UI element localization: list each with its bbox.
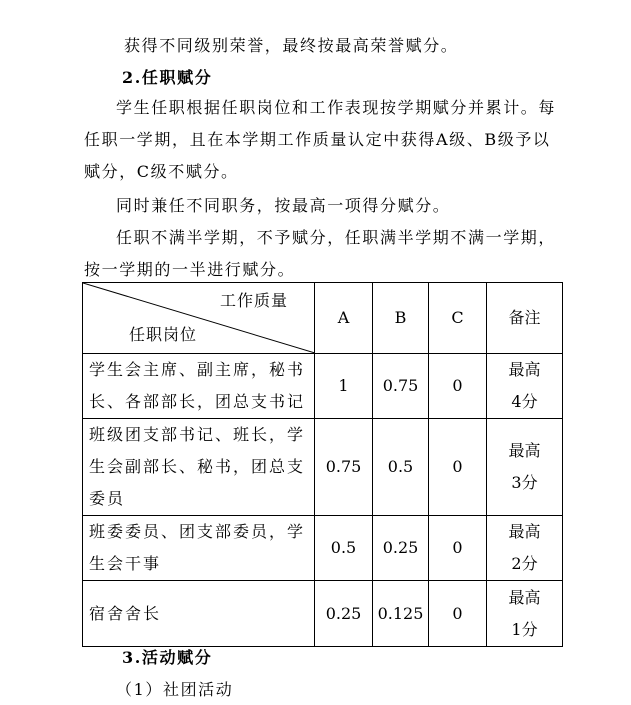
position-text-line: 班委委员、团支部委员，学 — [89, 522, 306, 541]
paragraph-position-rule-line2: 任职一学期，且在本学期工作质量认定中获得A级、B级予以 — [84, 130, 551, 149]
note-cell — [487, 354, 563, 419]
position-text-line: 长、各部部长，团总支书记 — [89, 392, 306, 411]
score-c: 0 — [429, 419, 487, 516]
diagonal-header-cell — [83, 283, 315, 354]
score-c: 0 — [429, 581, 487, 647]
paragraph-half-term-line2: 按一学期的一半进行赋分。 — [84, 260, 296, 279]
table-row — [83, 419, 563, 516]
header-grade-a: A — [315, 283, 373, 354]
score-b: 0.25 — [373, 516, 429, 581]
score-b: 0.75 — [373, 354, 429, 419]
position-text-line: 宿舍舍长 — [89, 603, 162, 623]
table-header-row — [83, 283, 563, 354]
score-b: 0.5 — [373, 419, 429, 516]
score-a: 0.75 — [315, 419, 373, 516]
score-a: 0.25 — [315, 581, 373, 647]
score-c: 0 — [429, 516, 487, 581]
position-score-table — [82, 282, 563, 647]
subheading-club-activity: （1）社团活动 — [116, 680, 234, 699]
header-grade-b: B — [373, 283, 429, 354]
position-text-line: 学生会主席、副主席，秘书 — [89, 360, 306, 379]
note-cell — [487, 516, 563, 581]
position-text-line: 委员 — [89, 489, 126, 508]
paragraph-half-term-line1: 任职不满半学期，不予赋分，任职满半学期不满一学期， — [116, 228, 557, 247]
note-text-line: 最高 — [508, 360, 541, 379]
note-text-line: 2分 — [511, 554, 538, 573]
score-c: 0 — [429, 354, 487, 419]
section-heading-activity-score: 3.活动赋分 — [122, 648, 213, 667]
header-work-quality: 工作质量 — [219, 291, 288, 310]
position-cell — [83, 516, 315, 581]
note-text-line: 3分 — [511, 473, 538, 492]
score-b: 0.125 — [373, 581, 429, 647]
note-text-line: 最高 — [508, 441, 541, 460]
note-text-line: 4分 — [511, 392, 538, 411]
score-a: 0.5 — [315, 516, 373, 581]
note-text-line: 最高 — [508, 587, 541, 607]
paragraph-position-rule-line1: 学生任职根据任职岗位和工作表现按学期赋分并累计。每 — [116, 98, 557, 117]
note-cell — [487, 581, 563, 647]
table-row — [83, 354, 563, 419]
header-grade-c: C — [429, 283, 487, 354]
position-text-line: 生会副部长、秘书，团总支 — [89, 457, 306, 476]
position-cell — [83, 581, 315, 647]
note-text-line: 1分 — [511, 619, 538, 639]
paragraph-honor-rule: 获得不同级别荣誉，最终按最高荣誉赋分。 — [124, 36, 459, 55]
paragraph-position-rule-line3: 赋分，C级不赋分。 — [84, 162, 239, 181]
note-cell — [487, 419, 563, 516]
table-row — [83, 581, 563, 647]
position-cell — [83, 419, 315, 516]
header-position: 任职岗位 — [129, 325, 198, 344]
header-note: 备注 — [487, 283, 563, 354]
table-row — [83, 516, 563, 581]
paragraph-multiple-positions: 同时兼任不同职务，按最高一项得分赋分。 — [116, 196, 451, 215]
position-text-line: 生会干事 — [89, 554, 162, 573]
score-a: 1 — [315, 354, 373, 419]
note-text-line: 最高 — [508, 522, 541, 541]
position-text-line: 班级团支部书记、班长，学 — [89, 425, 306, 444]
section-heading-position-score: 2.任职赋分 — [122, 68, 213, 87]
position-cell — [83, 354, 315, 419]
